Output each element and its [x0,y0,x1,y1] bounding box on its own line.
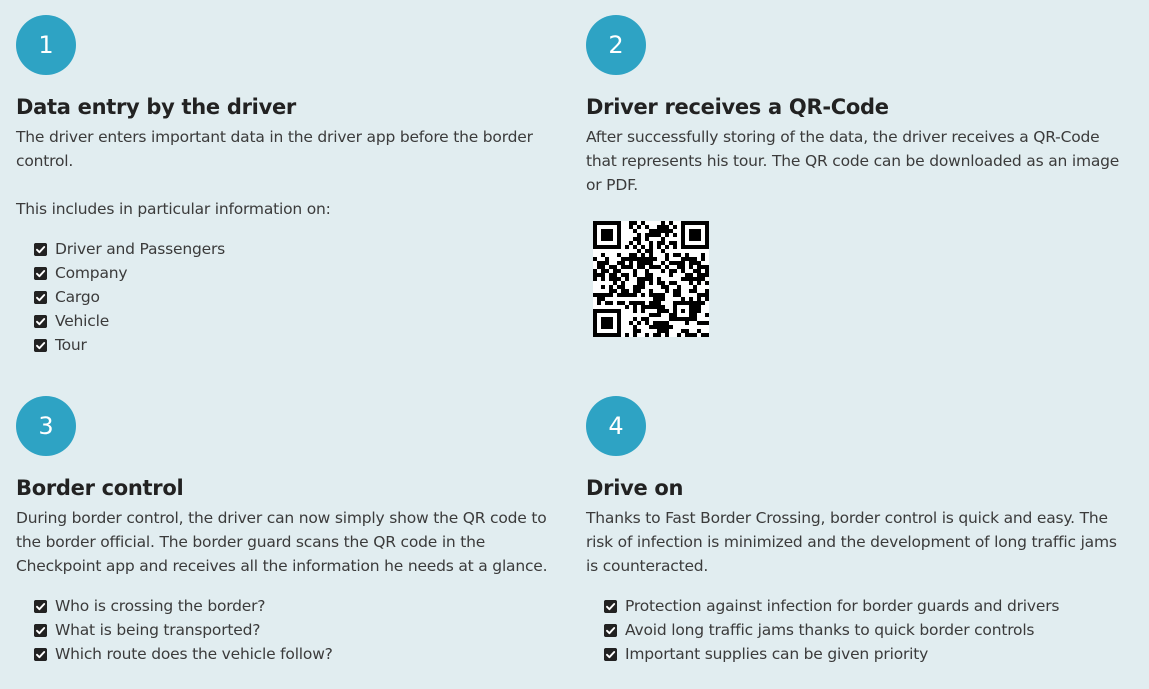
checklist-item-label: What is being transported? [55,621,261,639]
checklist-item-label: Cargo [55,288,100,306]
checked-checkbox-icon [34,315,47,328]
checklist-item [34,237,556,261]
checked-checkbox-icon [34,243,47,256]
checked-checkbox-icon [34,339,47,352]
checklist [604,594,1126,666]
step-title: Data entry by the driver [16,95,296,119]
checklist-item-label: Avoid long traffic jams thanks to quick border controls [625,621,1035,639]
checklist-item-label: Which route does the vehicle follow? [55,645,333,663]
checklist-item [34,618,556,642]
checked-checkbox-icon [604,600,617,613]
step-number-badge: 2 [586,15,646,75]
checked-checkbox-icon [604,624,617,637]
checked-checkbox-icon [34,624,47,637]
step-number-badge: 3 [16,396,76,456]
step-description-list-intro: This includes in particular information on: [16,200,331,218]
step-3-border-control [16,396,556,666]
checklist-item [604,618,1126,642]
checklist-item-label: Vehicle [55,312,110,330]
step-title: Driver receives a QR-Code [586,95,889,119]
checklist-item-label: Tour [55,336,87,354]
step-number-badge: 4 [586,396,646,456]
checked-checkbox-icon [34,291,47,304]
qr-code-icon [593,221,709,337]
step-title: Drive on [586,476,684,500]
step-1-data-entry [16,15,556,357]
step-4-drive-on [586,396,1126,666]
checklist [34,237,556,357]
checklist-item-label: Company [55,264,128,282]
checked-checkbox-icon [34,648,47,661]
checklist-item [34,309,556,333]
step-title: Border control [16,476,184,500]
checked-checkbox-icon [604,648,617,661]
step-description: After successfully storing of the data, the driver receives a QR-Code that represents his tour. The QR code can be downloaded as an image or PDF. [586,128,1120,194]
checklist-item-label: Who is crossing the border? [55,597,266,615]
step-description: During border control, the driver can now simply show the QR code to the border official. The border guard scans the QR code in the Checkpoint app and receives all the information he needs at a glance. [16,509,548,575]
step-description: Thanks to Fast Border Crossing, border control is quick and easy. The risk of infection is minimized and the development of long traffic jams is counteracted. [586,509,1117,575]
checklist-item-label: Driver and Passengers [55,240,225,258]
qr-code-image [593,221,709,337]
checklist [34,594,556,666]
step-description: The driver enters important data in the driver app before the border control. [16,128,533,170]
checklist-item [34,594,556,618]
checklist-item-label: Important supplies can be given priority [625,645,929,663]
checklist-item [34,261,556,285]
step-number-badge: 1 [16,15,76,75]
checked-checkbox-icon [34,600,47,613]
checklist-item [604,594,1126,618]
checklist-item [604,642,1126,666]
checklist-item [34,333,556,357]
checked-checkbox-icon [34,267,47,280]
checklist-item [34,642,556,666]
step-2-qr-code [586,15,1126,337]
checklist-item-label: Protection against infection for border guards and drivers [625,597,1060,615]
checklist-item [34,285,556,309]
